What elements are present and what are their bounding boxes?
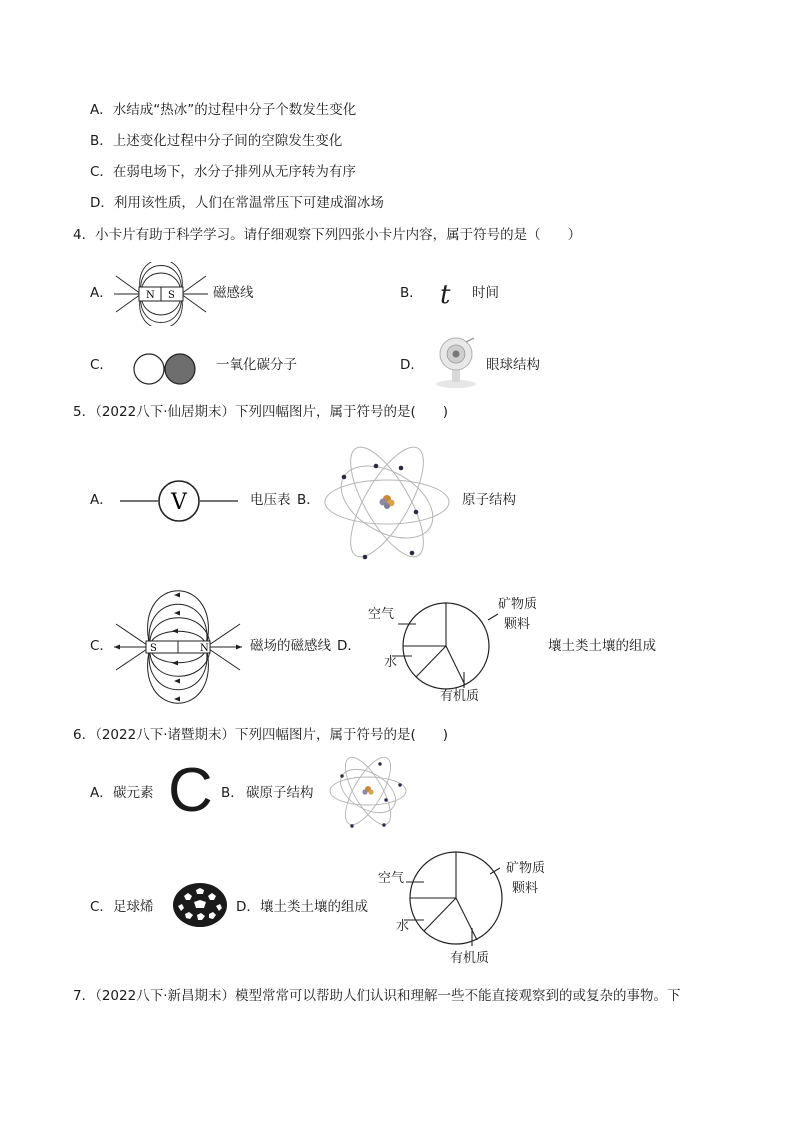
q3-option-a: A．水结成“热冰”的过程中分子个数发生变化	[90, 102, 357, 118]
q5-a-letter: A．	[90, 492, 113, 508]
q7-stem: 7．（2022八下·新昌期末）模型常常可以帮助人们认识和理解一些不能直接观察到的或复杂的事物。下	[73, 988, 681, 1004]
pie-label-water-q5: 水	[384, 655, 398, 670]
soil-composition-pie-q5	[360, 588, 550, 706]
q3-option-d: D．利用该性质，人们在常温常压下可建成溜冰场	[90, 195, 384, 211]
magnet-s-label: S	[168, 290, 175, 301]
magnet-n-label: N	[146, 290, 155, 301]
pie-label-grain-q5: 颗料	[504, 617, 531, 632]
q4-b-caption: 时间	[472, 285, 499, 301]
q6-c-caption: 足球烯	[113, 899, 154, 915]
q4-c-letter: C．	[90, 357, 113, 373]
q4-d-caption: 眼球结构	[486, 357, 540, 373]
q6-stem: 6．（2022八下·诸暨期末）下列四幅图片，属于符号的是( )	[73, 727, 449, 743]
q6-a-caption: 碳元素	[113, 785, 154, 801]
q6-a-letter: A．	[90, 785, 113, 801]
voltmeter-symbol-figure	[120, 478, 242, 524]
q4-a-letter: A．	[90, 285, 113, 301]
pie-label-mineral-q6: 矿物质	[506, 861, 546, 876]
q6-b-caption: 碳原子结构	[246, 785, 314, 801]
q5-d-caption: 壤土类土壤的组成	[548, 638, 656, 654]
magnetic-field-lines-figure	[112, 584, 244, 710]
q3-option-b: B．上述变化过程中分子间的空隙发生变化	[90, 133, 343, 149]
buckminsterfullerene-figure	[170, 880, 230, 930]
q6-b-letter: B．	[221, 785, 244, 801]
q5-a-caption: 电压表	[250, 492, 291, 508]
pie-label-organic-q6: 有机质	[450, 951, 490, 966]
pie-label-mineral-q5: 矿物质	[498, 597, 538, 612]
pie-label-air-q6: 空气	[378, 871, 405, 886]
q5-c-caption: 磁场的磁感线	[250, 638, 331, 654]
time-symbol: t	[440, 280, 451, 310]
pie-label-water-q6: 水	[396, 919, 410, 934]
pie-label-air-q5: 空气	[368, 607, 395, 622]
q5-d-letter: D．	[337, 638, 361, 654]
voltmeter-v-label: V	[171, 490, 187, 515]
q5-c-letter: C．	[90, 638, 113, 654]
eyeball-model-figure	[430, 334, 482, 390]
q4-d-letter: D．	[400, 357, 424, 373]
q5-b-caption: 原子结构	[462, 492, 516, 508]
q4-stem: 4．小卡片有助于科学学习。请仔细观察下列四张小卡片内容，属于符号的是（ ）	[73, 227, 582, 243]
q6-d-letter: D．	[236, 899, 260, 915]
pie-label-grain-q6: 颗料	[512, 881, 539, 896]
atom-structure-figure	[320, 440, 454, 566]
q3-option-c: C．在弱电场下，水分子排列从无序转为有序	[90, 164, 356, 180]
q4-c-caption: 一氧化碳分子	[216, 357, 297, 373]
carbon-atom-structure-figure	[326, 750, 410, 832]
q6-d-caption: 壤土类土壤的组成	[260, 899, 368, 915]
pie-label-organic-q5: 有机质	[440, 689, 480, 704]
magnet-s-label-q5: S	[150, 643, 157, 654]
soil-composition-pie-q6	[372, 842, 562, 968]
q4-b-letter: B．	[400, 285, 423, 301]
q6-c-letter: C．	[90, 899, 113, 915]
carbon-element-symbol: C	[168, 756, 213, 825]
magnet-n-label-q5: N	[200, 643, 209, 654]
q4-a-caption: 磁感线	[213, 285, 254, 301]
q5-b-letter: B．	[297, 492, 320, 508]
bar-magnet-field-lines-figure	[112, 262, 210, 326]
carbon-monoxide-molecule-figure	[132, 350, 198, 388]
q5-stem: 5．（2022八下·仙居期末）下列四幅图片，属于符号的是( )	[73, 404, 449, 420]
